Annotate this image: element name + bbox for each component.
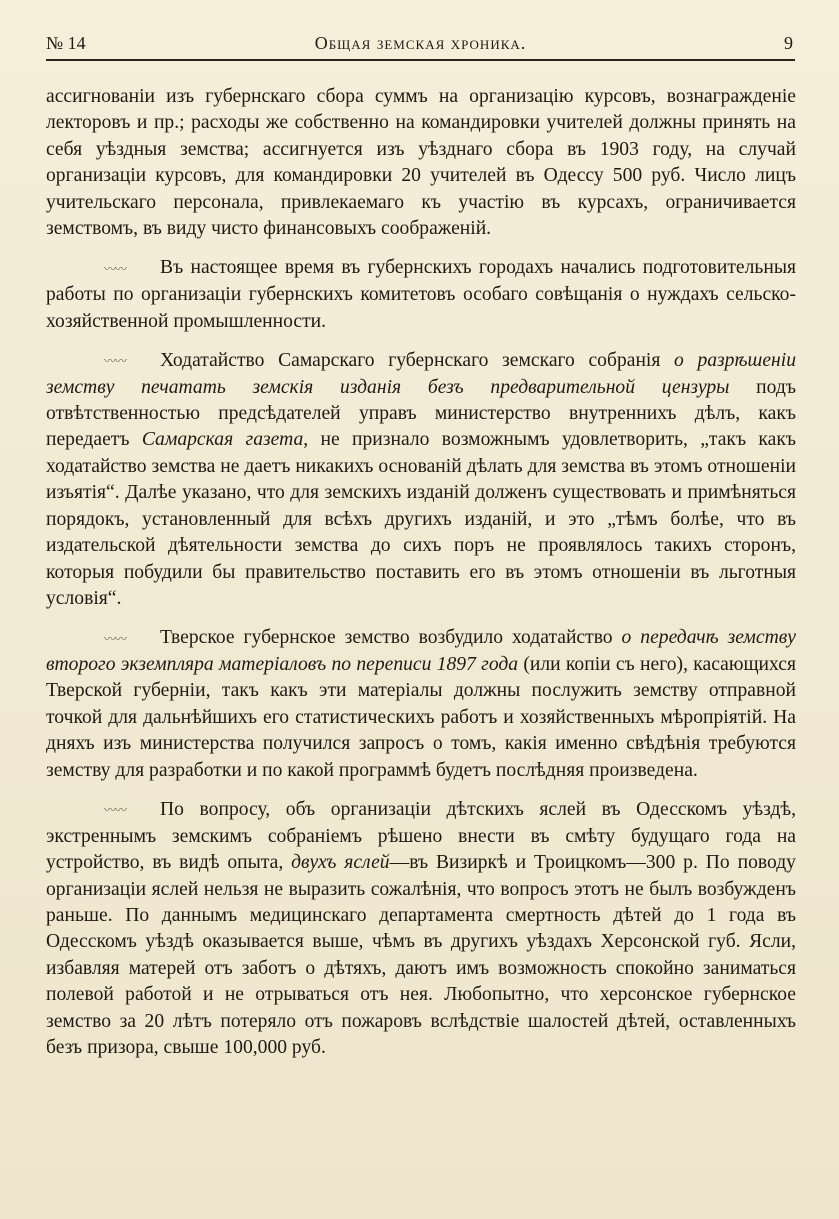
issue-number: № 14 — [46, 33, 86, 53]
article-body — [46, 84, 796, 1074]
paragraph-5: 〰〰 По вопросу, объ организаціи дѣтскихъ яслей въ Одесскомъ уѣздѣ, экстреннымъ земскимъ собраніемъ рѣшено внести въ смѣту будущаго года на устройство, въ видѣ опыта, двухъ яслей—въ Визиркѣ и Троицкомъ—300 р. По поводу организаціи яслей нельзя не выразить сожалѣнія, что вопросъ этотъ не былъ возбужденъ раньше. По даннымъ медицинскаго департамента смертность дѣтей до 1 года въ Одесскомъ уѣздѣ оказывается выше, чѣмъ въ другихъ уѣздахъ Херсонской губ. Ясли, избавляя матерей отъ заботъ о дѣтяхъ, даютъ имъ возможность спокойно заниматься полевой работой и не отрываться отъ нея. Любопытно, что херсонское губернское земство за 20 лѣтъ потеряло отъ пожаровъ вслѣдствіе шалостей дѣтей, оставленныхъ безъ призора, свыше 100,000 руб. — [46, 799, 796, 1058]
ornament-dash: 〰〰 — [104, 631, 127, 646]
paragraph-4: 〰〰 Тверское губернское земство возбудило ходатайство о передачѣ земству второго экземпляра матеріаловъ по переписи 1897 года (или копіи съ него), касающихся Тверской губерніи, такъ какъ эти матеріалы должны послужить земству отправной точкой для дальнѣйшихъ его статистическихъ работъ и хозяйственныхъ мѣропріятій. На дняхъ изъ министерства получился запросъ о томъ, какія именно свѣдѣнія требуются земству для разработки и по какой программѣ будетъ послѣдняя произведена. — [46, 627, 796, 781]
ornament-dash: 〰〰 — [104, 354, 127, 369]
page-number: 9 — [784, 33, 793, 53]
ornament-dash: 〰〰 — [104, 803, 127, 818]
ornament-dash: 〰〰 — [104, 261, 127, 276]
paragraph-1: ассигнованіи изъ губернскаго сбора суммъ на организацію курсовъ, вознагражденіе лекторовъ и пр.; расходы же собственно на командировки учителей должны принять на себя уѣздныя земства; ассигнуется изъ уѣзднаго сбора въ 1903 году, на случай организаціи курсовъ, для командировки 20 учителей въ Одессу 500 руб. Число лицъ учительскаго персонала, привлекаемаго къ участію въ курсахъ, ограничивается земствомъ, въ виду чисто финансовыхъ соображеній. — [46, 86, 796, 240]
paragraph-2: 〰〰 Въ настоящее время въ губернскихъ городахъ начались подготовительныя работы по организаціи губернскихъ комитетовъ особаго совѣщанія о нуждахъ сельско-хозяйственной промышленности. — [46, 257, 796, 332]
running-header — [46, 33, 795, 61]
page-title: Общая земская хроника. — [314, 33, 527, 53]
paragraph-3: 〰〰 Ходатайство Самарскаго губернскаго земскаго собранія о разрѣшеніи земству печатать земскія изданія безъ предварительной цензуры подъ отвѣтственностью предсѣдателей управъ министерство внутреннихъ дѣлъ, какъ передаетъ Самарская газета, не признало возможнымъ удовлетворить, „такъ какъ ходатайство земства не даетъ никакихъ основаній дѣлать для земства въ этомъ отношеніи изъятія“. Далѣе указано, что для земскихъ изданій долженъ существовать и примѣняться порядокъ, установленный для всѣхъ другихъ изданій, и это „тѣмъ болѣе, что въ издательской дѣятельности земства до сихъ поръ не проявлялось такихъ сторонъ, которыя побудили бы правительство поставить его въ этомъ отношеніи въ льготныя условія“. — [46, 349, 796, 609]
